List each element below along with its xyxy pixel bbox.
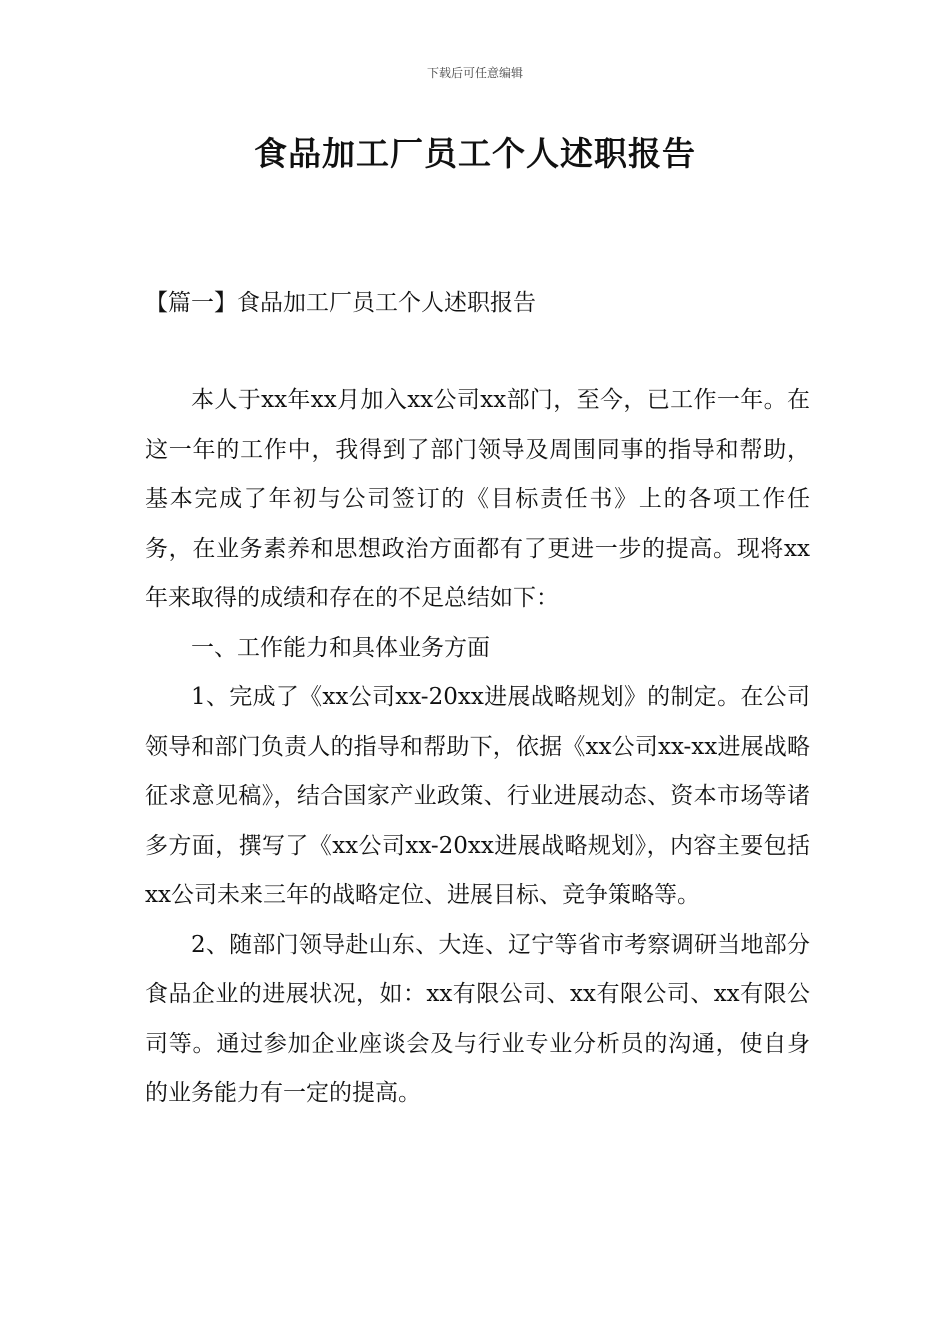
- paragraph-intro: 本人于xx年xx月加入xx公司xx部门，至今，已工作一年。在这一年的工作中，我得到了部门领导及周围同事的指导和帮助，基本完成了年初与公司签订的《目标责任书》上的各项工作任务，在业务素养和思想政治方面都有了更进一步的提高。现将xx年来取得的成绩和存在的不足总结如下：: [145, 387, 810, 611]
- paragraph-item-2: 2、随部门领导赴山东、大连、辽宁等省市考察调研当地部分食品企业的进展状况，如：xx有限公司、xx有限公司、xx有限公司等。通过参加企业座谈会及与行业专业分析员的沟通，使自身的业务能力有一定的提高。: [145, 931, 810, 1106]
- paragraph-subheading: 一、工作能力和具体业务方面: [191, 634, 490, 661]
- page-header-note: 下载后可任意编辑: [426, 66, 523, 80]
- paragraph-item-1: 1、完成了《xx公司xx-20xx进展战略规划》的制定。在公司领导和部门负责人的指导和帮助下，依据《xx公司xx-xx进展战略征求意见稿》，结合国家产业政策、行业进展动态、资本市场等诸多方面，撰写了《xx公司xx-20xx进展战略规划》，内容主要包括xx公司未来三年的战略定位、进展目标、竞争策略等。: [145, 684, 810, 908]
- document-body: [145, 376, 810, 1119]
- section-heading: 【篇一】食品加工厂员工个人述职报告: [145, 290, 536, 316]
- document-title: 食品加工厂员工个人述职报告: [254, 134, 696, 173]
